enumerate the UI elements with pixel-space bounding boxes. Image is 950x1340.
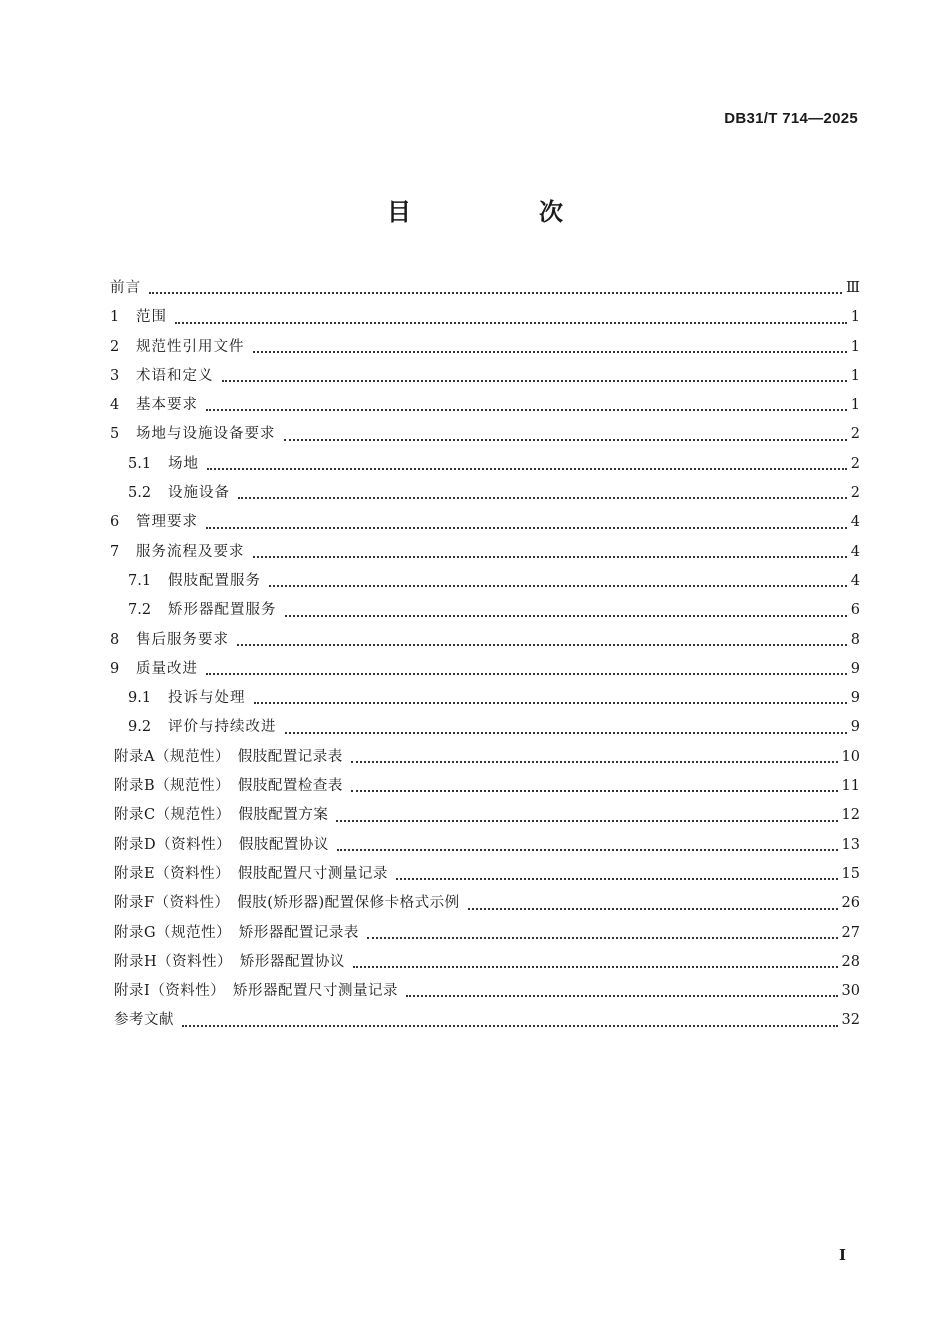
toc-entry-title: 矫形器配置服务: [168, 602, 277, 619]
toc-entry-page: 15: [841, 865, 860, 882]
toc-entry-title: 附录C（规范性） 假肢配置方案: [114, 807, 329, 824]
toc-entry[interactable]: [110, 420, 860, 449]
toc-entry-title: 附录I（资料性） 矫形器配置尺寸测量记录: [114, 983, 398, 1000]
table-of-contents: [110, 274, 860, 1036]
toc-entry-page: 12: [841, 807, 860, 824]
toc-entry-page: 9: [850, 719, 860, 736]
toc-entry-page: 1: [850, 309, 860, 326]
toc-entry-page: Ⅲ: [846, 280, 860, 296]
toc-entry-page: 2: [850, 485, 860, 502]
toc-entry-title: 基本要求: [136, 397, 198, 414]
toc-entry-title: 场地与设施设备要求: [136, 426, 276, 443]
toc-dot-leader: [353, 966, 838, 968]
toc-entry[interactable]: [110, 889, 860, 918]
page-number: I: [838, 1246, 846, 1264]
toc-entry-page: 8: [850, 631, 860, 648]
toc-dot-leader: [285, 732, 847, 734]
toc-entry-page: 27: [841, 924, 860, 941]
toc-dot-leader: [207, 468, 847, 470]
toc-entry-number: 7.2: [128, 602, 152, 619]
toc-entry-number: 4: [110, 397, 120, 414]
toc-entry-number: 3: [110, 367, 120, 384]
toc-dot-leader: [254, 702, 847, 704]
toc-entry-number: 5.2: [128, 485, 152, 502]
toc-dot-leader: [337, 849, 838, 851]
toc-entry-title: 附录E（资料性） 假肢配置尺寸测量记录: [114, 865, 388, 882]
toc-entry-title: 规范性引用文件: [136, 338, 245, 355]
toc-entry-number: 8: [110, 631, 120, 648]
toc-entry[interactable]: [110, 1006, 860, 1035]
toc-entry-number: 1: [110, 309, 120, 326]
toc-entry[interactable]: [110, 333, 860, 362]
toc-entry-page: 6: [850, 602, 860, 619]
toc-entry-page: 30: [841, 983, 860, 1000]
toc-dot-leader: [206, 673, 847, 675]
toc-entry-title: 假肢配置服务: [168, 572, 261, 589]
toc-entry-page: 1: [850, 367, 860, 384]
toc-entry-page: 9: [850, 690, 860, 707]
toc-entry[interactable]: [110, 831, 860, 860]
toc-entry-number: 9.2: [128, 719, 152, 736]
toc-dot-leader: [253, 556, 847, 558]
toc-entry[interactable]: [110, 655, 860, 684]
toc-entry[interactable]: [110, 303, 860, 332]
toc-entry-page: 1: [850, 397, 860, 414]
toc-entry-page: 10: [841, 748, 860, 765]
toc-entry-number: 9.1: [128, 690, 152, 707]
toc-dot-leader: [285, 615, 847, 617]
toc-entry-title: 质量改进: [136, 660, 198, 677]
toc-entry-number: 7.1: [128, 572, 152, 589]
toc-dot-leader: [175, 322, 847, 324]
toc-entry[interactable]: [110, 948, 860, 977]
toc-dot-leader: [222, 380, 847, 382]
toc-entry-page: 11: [841, 778, 860, 795]
toc-entry-title: 服务流程及要求: [136, 543, 245, 560]
toc-entry-page: 2: [850, 455, 860, 472]
toc-dot-leader: [396, 878, 838, 880]
toc-entry-page: 9: [850, 660, 860, 677]
toc-entry-title: 投诉与处理: [168, 690, 246, 707]
toc-entry-title: 参考文献: [114, 1012, 174, 1029]
toc-entry[interactable]: [110, 772, 860, 801]
toc-entry-number: 7: [110, 543, 120, 560]
toc-entry-page: 28: [841, 953, 860, 970]
page-title: 目 次: [387, 198, 615, 226]
toc-entry[interactable]: [110, 450, 860, 479]
toc-entry-page: 1: [850, 338, 860, 355]
toc-entry-page: 4: [850, 514, 860, 531]
toc-dot-leader: [149, 292, 842, 294]
toc-entry[interactable]: [110, 743, 860, 772]
toc-entry-title: 场地: [168, 455, 199, 472]
toc-entry-title: 附录B（规范性） 假肢配置检查表: [114, 778, 343, 795]
toc-dot-leader: [351, 790, 838, 792]
toc-dot-leader: [206, 527, 847, 529]
toc-entry[interactable]: [110, 391, 860, 420]
standard-code: DB31/T 714—2025: [724, 110, 858, 127]
toc-entry-page: 4: [850, 543, 860, 560]
toc-entry-number: 9: [110, 660, 120, 677]
toc-dot-leader: [237, 644, 847, 646]
toc-entry-number: 2: [110, 338, 120, 355]
toc-entry-page: 13: [841, 836, 860, 853]
toc-entry-title: 附录H（资料性） 矫形器配置协议: [114, 953, 345, 970]
toc-entry-page: 4: [850, 572, 860, 589]
toc-entry[interactable]: [110, 626, 860, 655]
toc-entry[interactable]: [110, 801, 860, 830]
toc-entry-title: 附录F（资料性） 假肢(矫形器)配置保修卡格式示例: [114, 895, 460, 912]
toc-entry[interactable]: [110, 538, 860, 567]
toc-dot-leader: [253, 351, 847, 353]
toc-entry[interactable]: [110, 508, 860, 537]
toc-dot-leader: [336, 820, 837, 822]
toc-entry-title: 前言: [110, 280, 141, 296]
toc-dot-leader: [367, 937, 838, 939]
toc-entry-title: 附录D（资料性） 假肢配置协议: [114, 836, 329, 853]
toc-entry[interactable]: [110, 919, 860, 948]
toc-dot-leader: [206, 409, 847, 411]
toc-dot-leader: [238, 497, 847, 499]
toc-dot-leader: [406, 995, 838, 997]
toc-entry-title: 管理要求: [136, 514, 198, 531]
toc-entry-page: 32: [841, 1012, 860, 1029]
toc-entry[interactable]: [110, 684, 860, 713]
toc-entry[interactable]: [110, 596, 860, 625]
toc-dot-leader: [351, 761, 838, 763]
toc-entry[interactable]: [110, 860, 860, 889]
toc-entry[interactable]: [110, 479, 860, 508]
toc-entry-title: 范围: [136, 309, 167, 326]
toc-entry-number: 6: [110, 514, 120, 531]
toc-entry[interactable]: [110, 362, 860, 391]
toc-entry[interactable]: [110, 274, 860, 303]
toc-entry-page: 2: [850, 426, 860, 443]
toc-entry[interactable]: [110, 713, 860, 742]
toc-dot-leader: [468, 908, 838, 910]
toc-dot-leader: [284, 439, 847, 441]
toc-entry[interactable]: [110, 977, 860, 1006]
toc-entry-title: 售后服务要求: [136, 631, 229, 648]
toc-entry-title: 设施设备: [168, 485, 230, 502]
toc-dot-leader: [269, 585, 847, 587]
toc-entry-number: 5.1: [128, 455, 152, 472]
toc-dot-leader: [182, 1025, 838, 1027]
toc-entry[interactable]: [110, 567, 860, 596]
toc-entry-title: 术语和定义: [136, 367, 214, 384]
toc-entry-title: 评价与持续改进: [168, 719, 277, 736]
toc-entry-title: 附录G（规范性） 矫形器配置记录表: [114, 924, 359, 941]
toc-entry-page: 26: [841, 895, 860, 912]
toc-entry-number: 5: [110, 426, 120, 443]
toc-entry-title: 附录A（规范性） 假肢配置记录表: [114, 748, 343, 765]
